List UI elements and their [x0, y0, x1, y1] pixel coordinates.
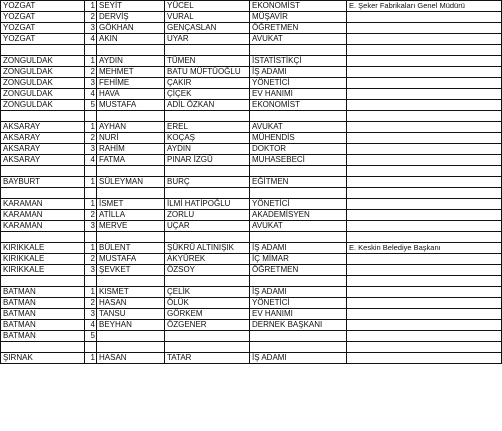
table-row	[1, 56, 502, 67]
note-cell[interactable]	[347, 133, 502, 144]
note-cell[interactable]	[347, 331, 502, 342]
note-cell[interactable]	[347, 210, 502, 221]
province-cell[interactable]: YOZGAT	[1, 23, 85, 34]
note-cell[interactable]	[347, 78, 502, 89]
province-cell[interactable]	[1, 276, 85, 287]
table-row	[1, 188, 502, 199]
profession-cell[interactable]: İÇ MİMAR	[250, 254, 347, 265]
rank-cell[interactable]: 3	[85, 309, 97, 320]
table-row	[1, 177, 502, 188]
note-cell[interactable]	[347, 166, 502, 177]
first-name-cell[interactable]: AYDIN	[97, 56, 165, 67]
last-name-cell[interactable]: ZORLU	[165, 210, 250, 221]
rank-cell[interactable]: 5	[85, 331, 97, 342]
last-name-cell[interactable]: ÖLÜK	[165, 298, 250, 309]
last-name-cell[interactable]: VURAL	[165, 12, 250, 23]
note-cell[interactable]	[347, 342, 502, 353]
rank-cell[interactable]	[85, 45, 97, 56]
note-cell[interactable]	[347, 56, 502, 67]
rank-cell[interactable]: 5	[85, 100, 97, 111]
last-name-cell[interactable]: GÖRKEM	[165, 309, 250, 320]
last-name-cell[interactable]: UYAR	[165, 34, 250, 45]
last-name-cell[interactable]: TATAR	[165, 353, 250, 364]
profession-cell[interactable]	[250, 188, 347, 199]
profession-cell[interactable]: İSTATİSTİKÇİ	[250, 56, 347, 67]
profession-cell[interactable]: MUHASEBECİ	[250, 155, 347, 166]
last-name-cell[interactable]: ŞÜKRÜ ALTINIŞIK	[165, 243, 250, 254]
note-cell[interactable]	[347, 309, 502, 320]
rank-cell[interactable]: 4	[85, 320, 97, 331]
province-cell[interactable]: AKSARAY	[1, 155, 85, 166]
table-row	[1, 243, 502, 254]
profession-cell[interactable]: EV HANIMI	[250, 309, 347, 320]
table-row	[1, 276, 502, 287]
province-cell[interactable]: ZONGULDAK	[1, 78, 85, 89]
profession-cell[interactable]: EĞİTMEN	[250, 177, 347, 188]
profession-cell[interactable]: YÖNETİCİ	[250, 298, 347, 309]
profession-cell[interactable]: AKADEMİSYEN	[250, 210, 347, 221]
last-name-cell[interactable]	[165, 342, 250, 353]
profession-cell[interactable]: MÜŞAVİR	[250, 12, 347, 23]
province-cell[interactable]: ZONGULDAK	[1, 67, 85, 78]
table-row	[1, 199, 502, 210]
province-cell[interactable]	[1, 188, 85, 199]
province-cell[interactable]	[1, 45, 85, 56]
note-cell[interactable]	[347, 34, 502, 45]
table-row	[1, 254, 502, 265]
table-row	[1, 34, 502, 45]
note-cell[interactable]	[347, 23, 502, 34]
table-row	[1, 45, 502, 56]
rank-cell[interactable]: 3	[85, 221, 97, 232]
rank-cell[interactable]: 4	[85, 89, 97, 100]
profession-cell[interactable]: EKONOMİST	[250, 100, 347, 111]
first-name-cell[interactable]: MERVE	[97, 221, 165, 232]
first-name-cell[interactable]: AKIN	[97, 34, 165, 45]
note-cell[interactable]	[347, 265, 502, 276]
province-cell[interactable]: ZONGULDAK	[1, 56, 85, 67]
rank-cell[interactable]: 2	[85, 133, 97, 144]
first-name-cell[interactable]: KISMET	[97, 287, 165, 298]
last-name-cell[interactable]: AYDIN	[165, 144, 250, 155]
table-row	[1, 210, 502, 221]
last-name-cell[interactable]: ADİL ÖZKAN	[165, 100, 250, 111]
first-name-cell[interactable]	[97, 188, 165, 199]
note-cell[interactable]	[347, 287, 502, 298]
province-cell[interactable]: ZONGULDAK	[1, 100, 85, 111]
province-cell[interactable]: BAYBURT	[1, 177, 85, 188]
table-row	[1, 331, 502, 342]
table-row	[1, 232, 502, 243]
last-name-cell[interactable]: BURÇ	[165, 177, 250, 188]
first-name-cell[interactable]: HAVA	[97, 89, 165, 100]
last-name-cell[interactable]: ÖZGENER	[165, 320, 250, 331]
note-cell[interactable]	[347, 89, 502, 100]
rank-cell[interactable]: 2	[85, 210, 97, 221]
rank-cell[interactable]: 1	[85, 177, 97, 188]
table-row	[1, 100, 502, 111]
province-cell[interactable]: BATMAN	[1, 331, 85, 342]
first-name-cell[interactable]: HASAN	[97, 353, 165, 364]
province-cell[interactable]: KIRIKKALE	[1, 265, 85, 276]
profession-cell[interactable]	[250, 342, 347, 353]
province-cell[interactable]: AKSARAY	[1, 122, 85, 133]
first-name-cell[interactable]	[97, 45, 165, 56]
table-row	[1, 122, 502, 133]
first-name-cell[interactable]: SEYİT	[97, 1, 165, 12]
province-cell[interactable]: KARAMAN	[1, 199, 85, 210]
province-cell[interactable]: KARAMAN	[1, 221, 85, 232]
province-cell[interactable]: BATMAN	[1, 309, 85, 320]
note-cell[interactable]	[347, 254, 502, 265]
rank-cell[interactable]: 4	[85, 34, 97, 45]
last-name-cell[interactable]: İLMİ HATİPOĞLU	[165, 199, 250, 210]
rank-cell[interactable]: 3	[85, 265, 97, 276]
province-cell[interactable]: BATMAN	[1, 298, 85, 309]
rank-cell[interactable]: 1	[85, 199, 97, 210]
first-name-cell[interactable]: BEYHAN	[97, 320, 165, 331]
table-row	[1, 144, 502, 155]
rank-cell[interactable]	[85, 276, 97, 287]
profession-cell[interactable]: EKONOMİST	[250, 1, 347, 12]
first-name-cell[interactable]	[97, 111, 165, 122]
note-cell[interactable]	[347, 144, 502, 155]
province-cell[interactable]: KIRIKKALE	[1, 243, 85, 254]
table-row	[1, 342, 502, 353]
profession-cell[interactable]: ÖĞRETMEN	[250, 23, 347, 34]
profession-cell[interactable]: EV HANIMI	[250, 89, 347, 100]
rank-cell[interactable]	[85, 111, 97, 122]
rank-cell[interactable]: 2	[85, 12, 97, 23]
province-cell[interactable]: YOZGAT	[1, 1, 85, 12]
first-name-cell[interactable]	[97, 342, 165, 353]
province-cell[interactable]	[1, 166, 85, 177]
rank-cell[interactable]: 1	[85, 122, 97, 133]
last-name-cell[interactable]: UÇAR	[165, 221, 250, 232]
last-name-cell[interactable]: KOÇAŞ	[165, 133, 250, 144]
rank-cell[interactable]: 1	[85, 1, 97, 12]
first-name-cell[interactable]: BÜLENT	[97, 243, 165, 254]
note-cell[interactable]	[347, 12, 502, 23]
rank-cell[interactable]: 2	[85, 298, 97, 309]
profession-cell[interactable]	[250, 166, 347, 177]
note-cell[interactable]	[347, 276, 502, 287]
first-name-cell[interactable]: DERVİŞ	[97, 12, 165, 23]
last-name-cell[interactable]: EREL	[165, 122, 250, 133]
table-row	[1, 67, 502, 78]
province-cell[interactable]: BATMAN	[1, 287, 85, 298]
profession-cell[interactable]	[250, 276, 347, 287]
first-name-cell[interactable]: FEHİME	[97, 78, 165, 89]
first-name-cell[interactable]: MEHMET	[97, 67, 165, 78]
first-name-cell[interactable]	[97, 331, 165, 342]
first-name-cell[interactable]: MUSTAFA	[97, 254, 165, 265]
province-cell[interactable]	[1, 232, 85, 243]
table-row	[1, 265, 502, 276]
first-name-cell[interactable]: SÜLEYMAN	[97, 177, 165, 188]
profession-cell[interactable]: ÖĞRETMEN	[250, 265, 347, 276]
profession-cell[interactable]: YÖNETİCİ	[250, 199, 347, 210]
last-name-cell[interactable]: BATU MÜFTÜOĞLU	[165, 67, 250, 78]
profession-cell[interactable]	[250, 331, 347, 342]
rank-cell[interactable]: 2	[85, 254, 97, 265]
table-row	[1, 155, 502, 166]
last-name-cell[interactable]	[165, 45, 250, 56]
first-name-cell[interactable]: ŞEVKET	[97, 265, 165, 276]
note-cell[interactable]	[347, 188, 502, 199]
rank-cell[interactable]: 1	[85, 287, 97, 298]
rank-cell[interactable]: 2	[85, 67, 97, 78]
province-cell[interactable]: KARAMAN	[1, 210, 85, 221]
note-cell[interactable]	[347, 155, 502, 166]
rank-cell[interactable]: 1	[85, 56, 97, 67]
last-name-cell[interactable]: PINAR İZGÜ	[165, 155, 250, 166]
rank-cell[interactable]: 1	[85, 353, 97, 364]
note-cell[interactable]	[347, 111, 502, 122]
profession-cell[interactable]: İŞ ADAMI	[250, 353, 347, 364]
province-cell[interactable]: ZONGULDAK	[1, 89, 85, 100]
province-cell[interactable]: AKSARAY	[1, 144, 85, 155]
province-cell[interactable]: AKSARAY	[1, 133, 85, 144]
last-name-cell[interactable]: GENÇASLAN	[165, 23, 250, 34]
first-name-cell[interactable]: GÖKHAN	[97, 23, 165, 34]
rank-cell[interactable]	[85, 342, 97, 353]
province-cell[interactable]: BATMAN	[1, 320, 85, 331]
note-cell[interactable]	[347, 122, 502, 133]
first-name-cell[interactable]	[97, 232, 165, 243]
profession-cell[interactable]: AVUKAT	[250, 34, 347, 45]
first-name-cell[interactable]: MUSTAFA	[97, 100, 165, 111]
first-name-cell[interactable]: HASAN	[97, 298, 165, 309]
province-cell[interactable]: YOZGAT	[1, 34, 85, 45]
note-cell[interactable]	[347, 100, 502, 111]
last-name-cell[interactable]: ÖZSOY	[165, 265, 250, 276]
table-row	[1, 298, 502, 309]
last-name-cell[interactable]: ÇİÇEK	[165, 89, 250, 100]
last-name-cell[interactable]: YÜCEL	[165, 1, 250, 12]
province-cell[interactable]	[1, 342, 85, 353]
table-row	[1, 133, 502, 144]
table-row	[1, 166, 502, 177]
profession-cell[interactable]: DERNEK BAŞKANI	[250, 320, 347, 331]
table-row	[1, 89, 502, 100]
profession-cell[interactable]: AVUKAT	[250, 221, 347, 232]
note-cell[interactable]	[347, 320, 502, 331]
note-cell[interactable]: E. Şeker Fabrikaları Genel Müdürü	[347, 1, 502, 12]
note-cell[interactable]	[347, 177, 502, 188]
note-cell[interactable]	[347, 67, 502, 78]
last-name-cell[interactable]	[165, 188, 250, 199]
rank-cell[interactable]	[85, 188, 97, 199]
province-cell[interactable]	[1, 111, 85, 122]
first-name-cell[interactable]: AYHAN	[97, 122, 165, 133]
table-row	[1, 221, 502, 232]
table-row	[1, 23, 502, 34]
province-cell[interactable]: YOZGAT	[1, 12, 85, 23]
last-name-cell[interactable]: TÜMEN	[165, 56, 250, 67]
first-name-cell[interactable]	[97, 166, 165, 177]
last-name-cell[interactable]	[165, 111, 250, 122]
table-row	[1, 353, 502, 364]
last-name-cell[interactable]: ÇAKIR	[165, 78, 250, 89]
rank-cell[interactable]: 3	[85, 23, 97, 34]
table-row	[1, 309, 502, 320]
rank-cell[interactable]: 3	[85, 144, 97, 155]
profession-cell[interactable]: YÖNETİCİ	[250, 78, 347, 89]
profession-cell[interactable]	[250, 232, 347, 243]
note-cell[interactable]	[347, 232, 502, 243]
rank-cell[interactable]: 3	[85, 78, 97, 89]
rank-cell[interactable]	[85, 232, 97, 243]
last-name-cell[interactable]	[165, 276, 250, 287]
table-row	[1, 12, 502, 23]
first-name-cell[interactable]: ATİLLA	[97, 210, 165, 221]
rank-cell[interactable]: 1	[85, 243, 97, 254]
last-name-cell[interactable]: ÇELİK	[165, 287, 250, 298]
rank-cell[interactable]: 4	[85, 155, 97, 166]
last-name-cell[interactable]	[165, 232, 250, 243]
profession-cell[interactable]: İŞ ADAMI	[250, 287, 347, 298]
profession-cell[interactable]	[250, 45, 347, 56]
province-cell[interactable]: KIRIKKALE	[1, 254, 85, 265]
first-name-cell[interactable]: NURİ	[97, 133, 165, 144]
profession-cell[interactable]: AVUKAT	[250, 122, 347, 133]
last-name-cell[interactable]: AKYÜREK	[165, 254, 250, 265]
profession-cell[interactable]: İŞ ADAMI	[250, 67, 347, 78]
table-body	[1, 1, 502, 364]
table-row	[1, 320, 502, 331]
note-cell[interactable]	[347, 221, 502, 232]
table-row	[1, 78, 502, 89]
profession-cell[interactable]: MÜHENDİS	[250, 133, 347, 144]
note-cell[interactable]	[347, 45, 502, 56]
profession-cell[interactable]	[250, 111, 347, 122]
first-name-cell[interactable]	[97, 276, 165, 287]
note-cell[interactable]	[347, 199, 502, 210]
profession-cell[interactable]: İŞ ADAMI	[250, 243, 347, 254]
table-row	[1, 287, 502, 298]
first-name-cell[interactable]: FATMA	[97, 155, 165, 166]
rank-cell[interactable]	[85, 166, 97, 177]
first-name-cell[interactable]: İSMET	[97, 199, 165, 210]
note-cell[interactable]	[347, 353, 502, 364]
first-name-cell[interactable]: TANSU	[97, 309, 165, 320]
last-name-cell[interactable]	[165, 166, 250, 177]
profession-cell[interactable]: DOKTOR	[250, 144, 347, 155]
table-row	[1, 1, 502, 12]
first-name-cell[interactable]: RAHİM	[97, 144, 165, 155]
note-cell[interactable]	[347, 298, 502, 309]
table-row	[1, 111, 502, 122]
province-cell[interactable]: ŞIRNAK	[1, 353, 85, 364]
last-name-cell[interactable]	[165, 331, 250, 342]
note-cell[interactable]: E. Keskin Belediye Başkanı	[347, 243, 502, 254]
